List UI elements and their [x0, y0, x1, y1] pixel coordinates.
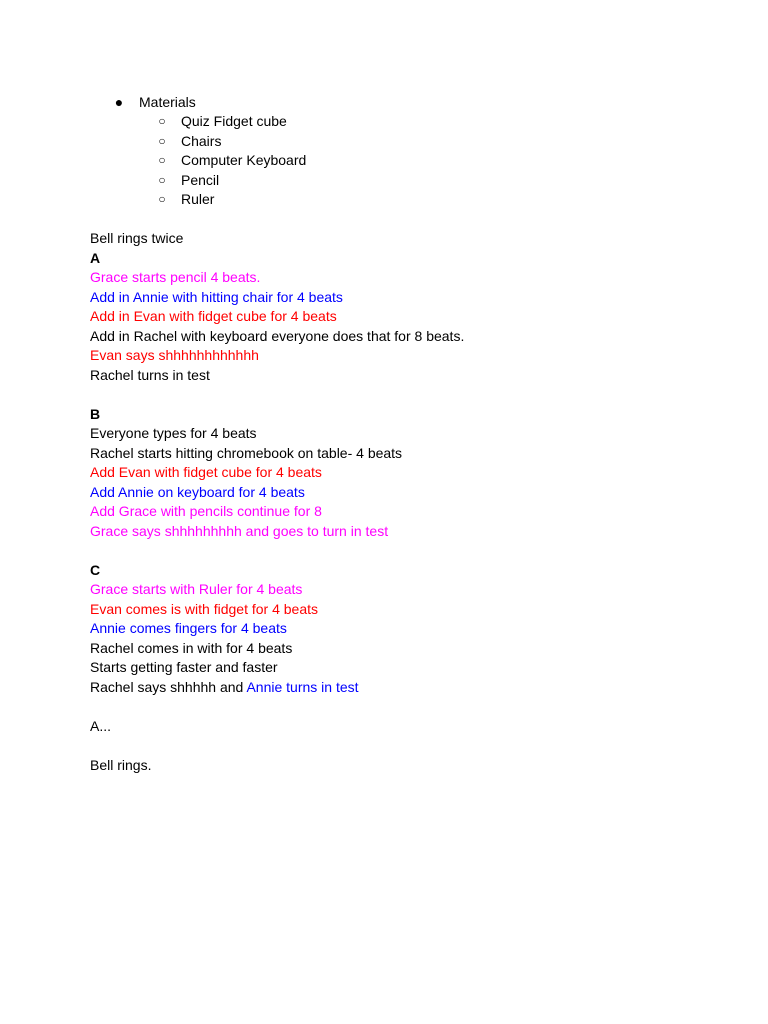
- section-c-line: Grace starts with Ruler for 4 beats: [90, 581, 303, 597]
- section-b-line: Grace says shhhhhhhhh and goes to turn in test: [90, 522, 389, 539]
- materials-item-label: Computer Keyboard: [181, 152, 307, 168]
- materials-sublist-container: [90, 112, 730, 210]
- spacer: [90, 736, 730, 756]
- section-c-line: Rachel comes in with for 4 beats: [90, 639, 293, 656]
- materials-item-label: Pencil: [181, 171, 220, 188]
- section-c-heading: C: [90, 561, 101, 578]
- section-c-line: Evan comes is with fidget for 4 beats: [90, 600, 318, 617]
- hollow-bullet-icon: ○: [158, 172, 166, 187]
- spacer: [90, 697, 730, 717]
- repeat-line: A...: [90, 717, 112, 734]
- section-b-line: Everyone types for 4 beats: [90, 425, 257, 441]
- section-a-line: Add in Annie with hitting chair for 4 beats: [90, 288, 343, 305]
- materials-item: [90, 132, 730, 152]
- materials-title: Materials: [139, 94, 196, 110]
- materials-sublist: [90, 112, 730, 210]
- materials-item: [90, 171, 730, 191]
- spacer: [90, 210, 730, 230]
- materials-list: [90, 92, 730, 210]
- document-page: [90, 92, 730, 775]
- section-b-line: Rachel starts hitting chromebook on table- 4 beats: [90, 444, 403, 461]
- section-a-line: Grace starts pencil 4 beats.: [90, 269, 261, 285]
- section-a-line: Evan says shhhhhhhhhhhh: [90, 347, 259, 363]
- section-b-line: Add Grace with pencils continue for 8: [90, 503, 322, 519]
- section-c-last-line-part1: Rachel says shhhhh and: [90, 678, 247, 695]
- end-line: Bell rings.: [90, 756, 152, 773]
- intro-line: Bell rings twice: [90, 230, 184, 246]
- section-b-line: Add Evan with fidget cube for 4 beats: [90, 464, 322, 480]
- section-a-line: Add in Rachel with keyboard everyone does that for 8 beats.: [90, 327, 465, 344]
- section-a-line: Add in Evan with fidget cube for 4 beats: [90, 308, 337, 324]
- section-c-last-line-part2: Annie turns in test: [246, 678, 359, 695]
- materials-item-label: Quiz Fidget cube: [181, 113, 287, 129]
- section-a-heading: A: [90, 249, 101, 266]
- spacer: [90, 541, 730, 561]
- section-c-line: Annie comes fingers for 4 beats: [90, 620, 287, 636]
- section-a-line: Rachel turns in test: [90, 366, 210, 383]
- materials-item: [90, 190, 730, 210]
- materials-item-label: Ruler: [181, 191, 215, 207]
- section-b-heading: B: [90, 405, 101, 422]
- hollow-bullet-icon: ○: [158, 192, 166, 206]
- materials-item: [90, 151, 730, 171]
- materials-item-label: Chairs: [181, 132, 222, 149]
- section-c-last-line: [90, 678, 730, 698]
- section-c-line: Starts getting faster and faster: [90, 659, 278, 675]
- materials-heading: [90, 92, 730, 112]
- hollow-bullet-icon: ○: [158, 153, 166, 167]
- filled-bullet-icon: ●: [114, 94, 124, 110]
- spacer: [90, 385, 730, 405]
- hollow-bullet-icon: ○: [158, 133, 166, 148]
- hollow-bullet-icon: ○: [158, 114, 166, 128]
- section-b-line: Add Annie on keyboard for 4 beats: [90, 483, 305, 500]
- materials-item: [90, 112, 730, 132]
